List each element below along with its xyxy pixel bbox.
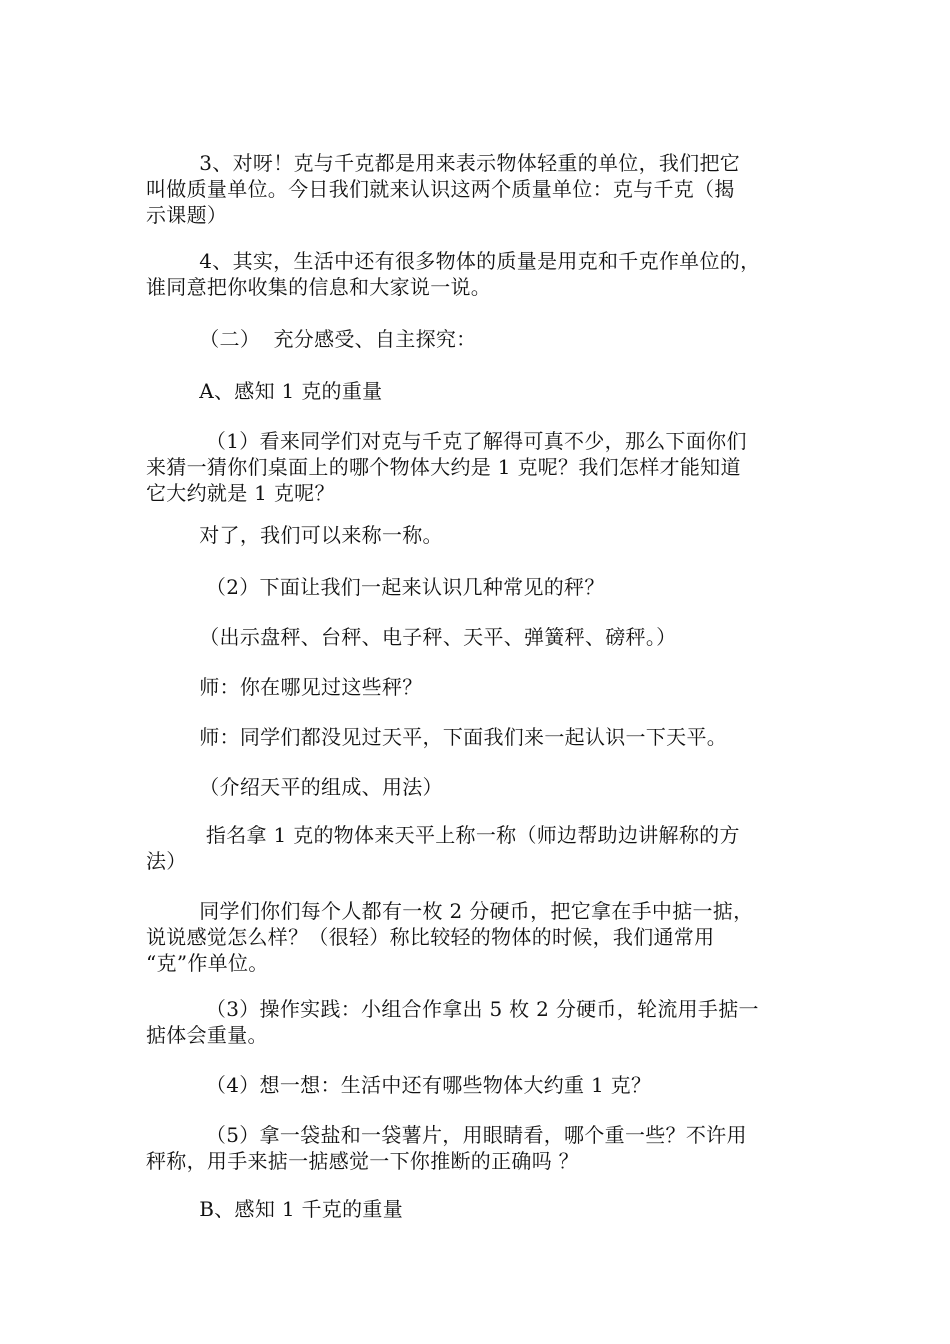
paragraph-coin <box>146 898 816 976</box>
text-line: 秤称，用手来掂一掂感觉一下你推断的正确吗 ？ <box>146 1149 579 1173</box>
text-line: A、感知 1 克的重量 <box>146 379 383 403</box>
text-line: （二） 充分感受、自主探究： <box>146 327 477 351</box>
subheading-a <box>146 378 816 404</box>
paragraph-answer <box>146 522 816 548</box>
subheading-b <box>146 1196 816 1222</box>
paragraph-intro-3 <box>146 150 816 228</box>
text-line: 师：你在哪见过这些秤？ <box>146 675 423 699</box>
text-line: 说说感觉怎么样？（很轻）称比较轻的物体的时候，我们通常用 <box>146 925 715 949</box>
text-line: 指名拿 1 克的物体来天平上称一称（师边帮助边讲解称的方 <box>146 823 740 847</box>
text-line: 法） <box>146 849 187 873</box>
paragraph-step-1 <box>146 428 816 506</box>
section-heading-2 <box>146 326 816 352</box>
text-line: 叫做质量单位。今日我们就来认识这两个质量单位：克与千克（揭 <box>146 177 735 201</box>
text-line: 同学们你们每个人都有一枚 2 分硬币，把它拿在手中掂一掂， <box>146 899 754 923</box>
paragraph-step-3 <box>146 996 816 1048</box>
text-line: （介绍天平的组成、用法） <box>146 775 443 799</box>
text-line: B、感知 1 千克的重量 <box>146 1197 403 1221</box>
paragraph-intro-4 <box>146 248 816 300</box>
text-line: 掂体会重量。 <box>146 1023 268 1047</box>
paragraph-step-4 <box>146 1072 816 1098</box>
text-line: 师：同学们都没见过天平，下面我们来一起认识一下天平。 <box>146 725 728 749</box>
paragraph-step-5 <box>146 1122 816 1174</box>
text-line: （4）想一想：生活中还有哪些物体大约重 1 克？ <box>146 1073 652 1097</box>
text-line: “克”作单位。 <box>146 951 269 975</box>
text-line: 4、其实，生活中还有很多物体的质量是用克和千克作单位的， <box>146 249 761 273</box>
text-line: 示课题） <box>146 203 228 227</box>
text-line: （3）操作实践：小组合作拿出 5 枚 2 分硬币，轮流用手掂一 <box>146 997 759 1021</box>
text-line: （5）拿一袋盐和一袋薯片，用眼睛看，哪个重一些？不许用 <box>146 1123 747 1147</box>
paragraph-scales <box>146 624 816 650</box>
text-line: （2）下面让我们一起来认识几种常见的秤？ <box>146 575 605 599</box>
text-line: 它大约就是 1 克呢？ <box>146 481 335 505</box>
paragraph-teacher-question <box>146 674 816 700</box>
text-line: （出示盘秤、台秤、电子秤、天平、弹簧秤、磅秤。） <box>146 625 677 649</box>
paragraph-weigh-demo <box>146 822 816 874</box>
text-line: （1）看来同学们对克与千克了解得可真不少，那么下面你们 <box>146 429 747 453</box>
text-line: 谁同意把你收集的信息和大家说一说。 <box>146 275 492 299</box>
paragraph-teacher-balance <box>146 724 816 750</box>
text-line: 3、对呀！克与千克都是用来表示物体轻重的单位，我们把它 <box>146 151 741 175</box>
text-line: 来猜一猜你们桌面上的哪个物体大约是 1 克呢？我们怎样才能知道 <box>146 455 741 479</box>
paragraph-step-2 <box>146 574 816 600</box>
text-line: 对了，我们可以来称一称。 <box>146 523 443 547</box>
paragraph-balance-intro <box>146 774 816 800</box>
